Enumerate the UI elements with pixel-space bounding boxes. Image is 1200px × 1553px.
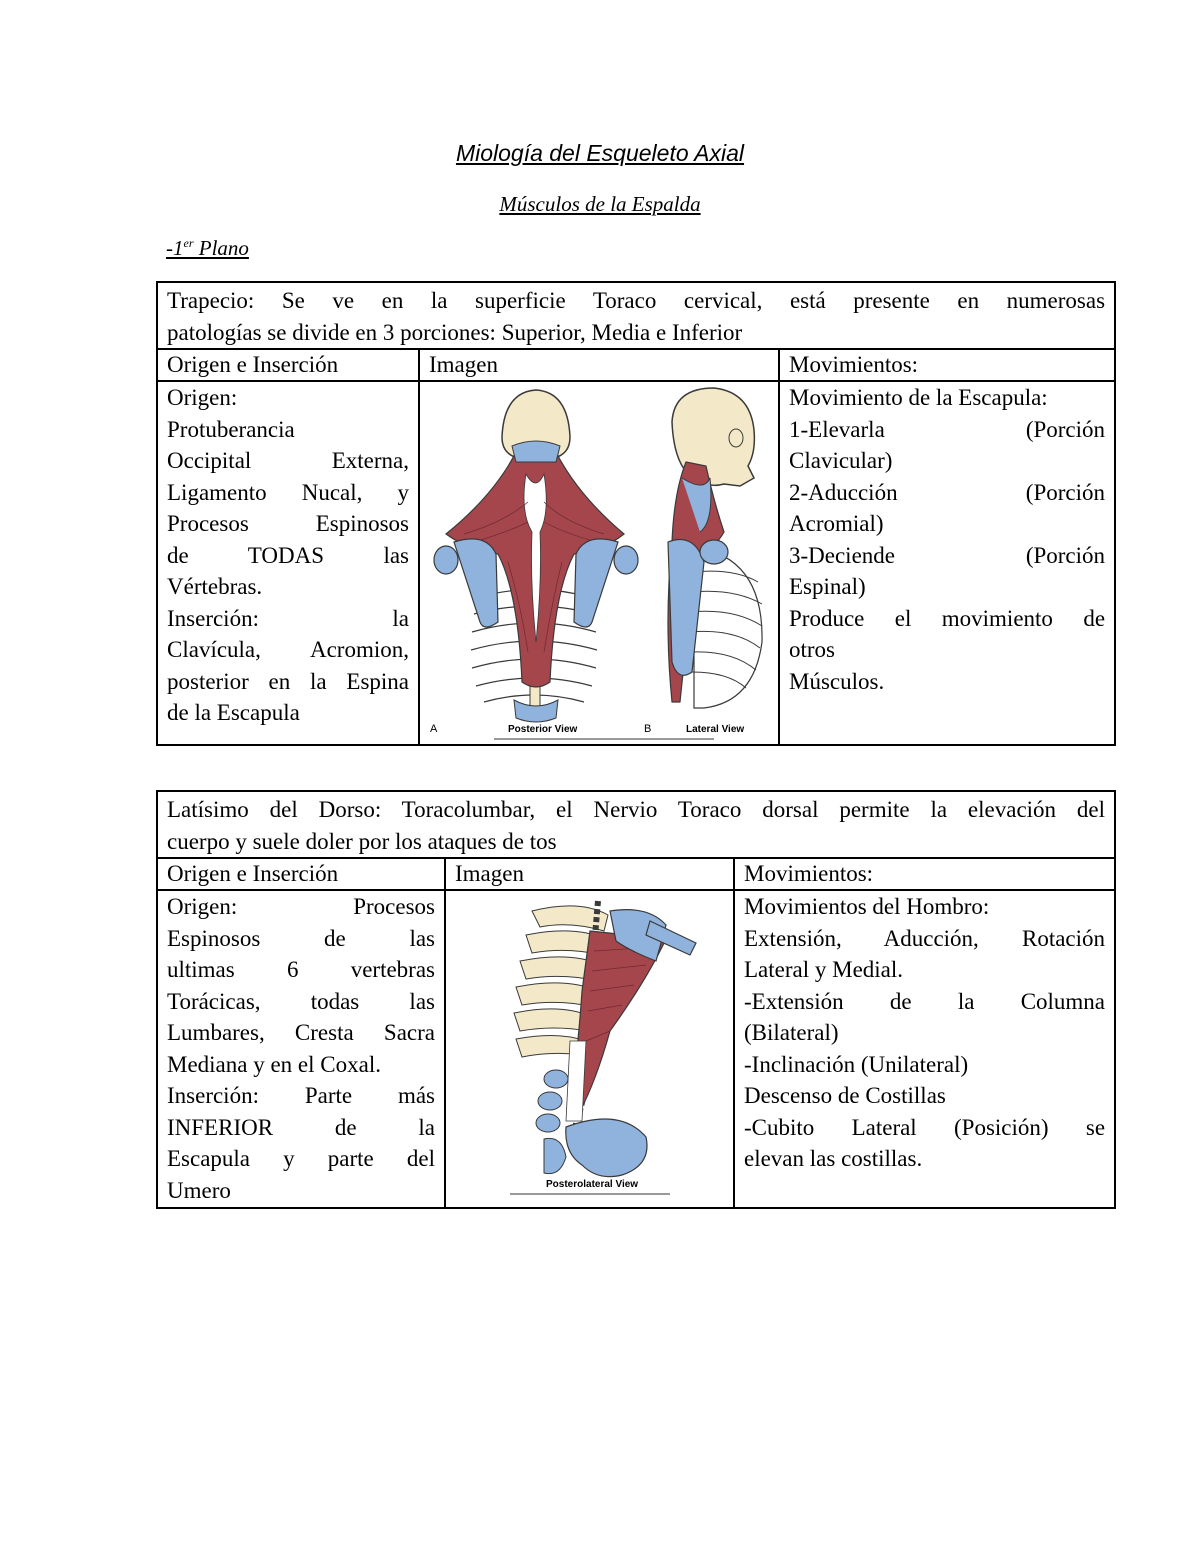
trapecio-origin-line: Clavícula, Acromion, xyxy=(167,637,409,662)
latisimo-origin-line: Origen: Procesos xyxy=(167,894,435,919)
trapecio-origin-line: de la Escapula xyxy=(167,700,300,725)
trapecio-movement-line: 3-Deciende (Porción xyxy=(789,542,1106,568)
latisimo-movements-cell xyxy=(734,890,1115,1208)
caption-b-letter: B xyxy=(644,723,652,735)
document-title: Miología del Esqueleto Axial xyxy=(455,140,745,166)
latisimo-movement-line: -Extensión de la Columna xyxy=(744,988,1106,1014)
caption-a-letter: A xyxy=(430,723,438,735)
trapecio-movement-line: Espinal) xyxy=(789,574,866,599)
latisimo-origin-line: Torácicas, todas las xyxy=(167,988,435,1014)
trapecio-header-line1: Trapecio: Se ve en la superficie Toraco cervical, está presente en numerosas xyxy=(167,288,1106,313)
latisimo-origin-line: Mediana y en el Coxal. xyxy=(167,1051,381,1077)
latisimo-movement-line: Extensión, Aducción, Rotación xyxy=(744,925,1106,951)
trapecio-origin-line: de TODAS las xyxy=(167,542,409,568)
trapecio-movements-cell xyxy=(779,381,1115,745)
caption-lateral-view: Lateral View xyxy=(686,724,745,735)
latisimo-origin-line: Umero xyxy=(167,1177,231,1203)
latisimo-movement-line: Descenso de Costillas xyxy=(744,1083,946,1108)
latisimo-col-image: Imagen xyxy=(445,858,734,890)
latisimo-header xyxy=(157,791,1115,858)
trapecio-origin-line: Protuberancia xyxy=(167,416,295,442)
trapecio-header xyxy=(157,282,1115,349)
latisimo-origin-line: ultimas 6 vertebras xyxy=(167,957,435,982)
trapecio-origin-cell xyxy=(157,381,419,745)
trapecio-movement-line: Acromial) xyxy=(789,511,884,536)
trapezius-illustration xyxy=(424,382,774,744)
trapecio-movement-line: Clavicular) xyxy=(789,448,893,473)
latisimo-movement-line: Movimientos del Hombro: xyxy=(744,894,990,919)
trapecio-header-line2: patologías se divide en 3 porciones: Superior, Media e Inferior xyxy=(167,319,743,345)
trapecio-origin-line: Inserción: la xyxy=(167,605,409,631)
latissimus-illustration xyxy=(470,891,710,1201)
trapecio-origin-line: Vértebras. xyxy=(167,574,263,599)
latisimo-origin-cell xyxy=(157,890,445,1208)
latisimo-movement-line: (Bilateral) xyxy=(744,1020,839,1045)
plane-label xyxy=(166,236,249,261)
latisimo-origin-line: Espinosos de las xyxy=(167,925,435,951)
latisimo-origin-line: INFERIOR de la xyxy=(167,1114,435,1140)
posterior-view-figure xyxy=(434,390,638,722)
trapecio-col-image: Imagen xyxy=(419,349,779,381)
lateral-view-figure xyxy=(668,388,762,708)
document-subtitle: Músculos de la Espalda xyxy=(499,192,701,216)
latisimo-header-line2: cuerpo y suele doler por los ataques de tos xyxy=(167,828,557,854)
trapecio-table xyxy=(156,281,1116,746)
trapecio-movement-line: Produce el movimiento de xyxy=(789,605,1106,631)
latisimo-col-origin: Origen e Inserción xyxy=(157,858,445,890)
latisimo-image-cell xyxy=(445,890,734,1208)
trapecio-movement-line: 1-Elevarla (Porción xyxy=(789,416,1106,442)
latisimo-movement-line: -Cubito Lateral (Posición) se xyxy=(744,1114,1106,1140)
latisimo-origin-line: Escapula y parte del xyxy=(167,1146,435,1171)
caption-posterolateral-view: Posterolateral View xyxy=(545,1179,638,1190)
latisimo-header-line1: Latísimo del Dorso: Toracolumbar, el Nervio Toraco dorsal permite la elevación del xyxy=(167,797,1106,822)
trapecio-origin-line: Procesos Espinosos xyxy=(167,511,409,536)
image-caption-row xyxy=(430,723,744,740)
latisimo-movement-line: Lateral y Medial. xyxy=(744,957,904,982)
trapecio-image-cell xyxy=(419,381,779,745)
trapecio-movement-line: otros xyxy=(789,637,835,662)
trapecio-origin-line: posterior en la Espina xyxy=(167,668,409,694)
plane-suffix: Plano xyxy=(193,236,249,260)
plane-sup: er xyxy=(183,236,194,250)
latisimo-movement-line: elevan las costillas. xyxy=(744,1146,923,1171)
caption-posterior-view: Posterior View xyxy=(508,724,578,735)
trapecio-col-origin: Origen e Inserción xyxy=(157,349,419,381)
trapecio-movement-line: Movimiento de la Escapula: xyxy=(789,385,1048,410)
trapecio-origin-line: Ligamento Nucal, y xyxy=(167,479,409,505)
latisimo-origin-line: Inserción: Parte más xyxy=(167,1083,435,1108)
latisimo-origin-line: Lumbares, Cresta Sacra xyxy=(167,1020,435,1045)
latisimo-col-movements: Movimientos: xyxy=(734,858,1115,890)
plane-prefix: -1 xyxy=(166,236,184,260)
trapecio-movement-line: 2-Aducción (Porción xyxy=(789,479,1106,505)
trapecio-movement-line: Músculos. xyxy=(789,668,885,694)
trapecio-origin-line: Occipital Externa, xyxy=(167,448,409,473)
latisimo-movement-line: -Inclinación (Unilateral) xyxy=(744,1051,969,1077)
trapecio-origin-line: Origen: xyxy=(167,385,238,410)
trapecio-col-movements: Movimientos: xyxy=(779,349,1115,381)
latisimo-table xyxy=(156,790,1116,1209)
caption-fineprint-line xyxy=(510,1193,670,1195)
caption-fineprint-line xyxy=(494,738,714,740)
